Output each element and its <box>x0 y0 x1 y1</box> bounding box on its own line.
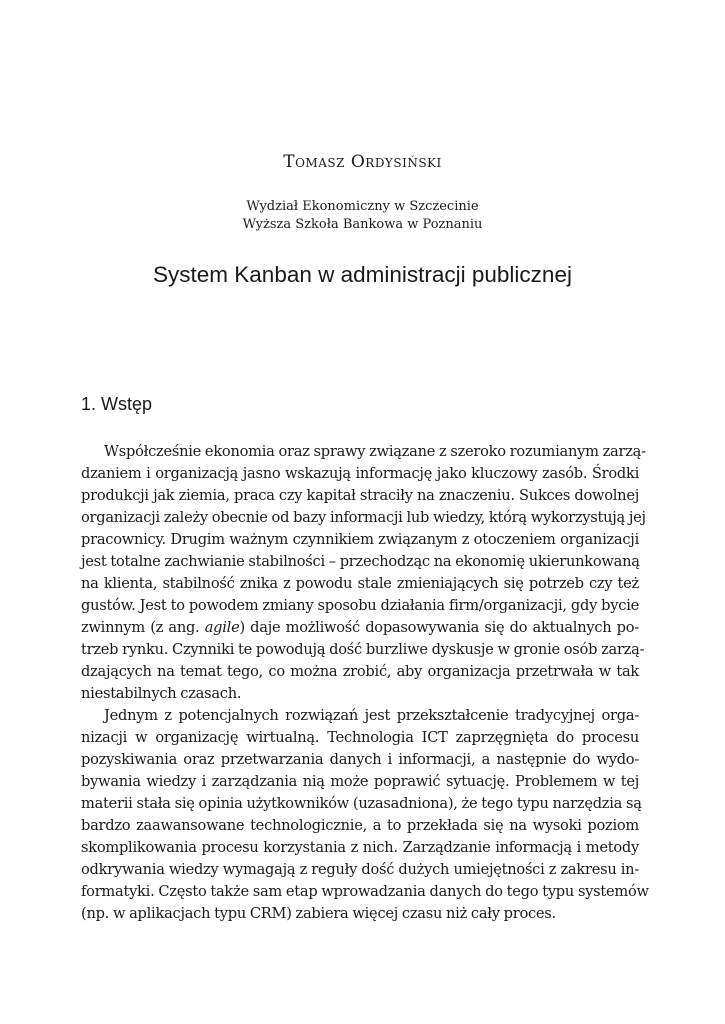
text-line: nizacji w organizację wirtualną. Technologia ICT zaprzęgnięta do procesu <box>81 729 639 746</box>
text-line: trzeb rynku. Czynniki te powodują dość burzliwe dyskusje w gronie osób zarzą- <box>81 641 645 658</box>
text-line: materii stała się opinia użytkowników (uzasadniona), że tego typu narzędzia są <box>81 795 642 812</box>
text-line: (np. w aplikacjach typu CRM) zabiera więcej czasu niż cały proces. <box>81 905 556 922</box>
text-line: odkrywania wiedzy wymagają z reguły dość dużych umiejętności z zakresu in- <box>81 861 639 878</box>
text-line <box>81 617 639 639</box>
text-line: organizacji zależy obecnie od bazy informacji lub wiedzy, którą wykorzystują jej <box>81 509 646 526</box>
text-line: skomplikowania procesu korzystania z nich. Zarządzanie informacją i metody <box>81 839 639 856</box>
section-heading: 1. Wstęp <box>81 394 153 414</box>
text-line: Współcześnie ekonomia oraz sprawy związane z szeroko rozumianym zarzą- <box>104 443 646 460</box>
text-line: pracownicy. Drugim ważnym czynnikiem związanym z otoczeniem organizacji <box>81 531 639 548</box>
text-line: jest totalne zachwianie stabilności – przechodząc na ekonomię ukierunkowaną <box>81 553 640 570</box>
text-segment: zwinnym (z ang. <box>81 619 205 636</box>
text-line: bywania wiedzy i zarządzania nią może poprawić sytuację. Problemem w tej <box>81 773 639 790</box>
text-line: niestabilnych czasach. <box>81 685 242 702</box>
text-line: Jednym z potencjalnych rozwiązań jest przekształcenie tradycyjnej orga- <box>104 707 639 724</box>
affiliation-1: Wydział Ekonomiczny w Szczecinie <box>246 199 479 214</box>
text-segment: ) daje możliwość dopasowywania się do aktualnych po- <box>239 619 639 636</box>
text-line: formatyki. Często także sam etap wprowadzania danych do tego typu systemów <box>81 883 649 900</box>
paper-title: System Kanban w administracji publicznej <box>153 262 572 287</box>
text-line: dzających na temat tego, co można zrobić, aby organizacja przetrwała w tak <box>81 663 639 680</box>
affiliation-2: Wyższa Szkoła Bankowa w Poznaniu <box>242 217 483 232</box>
text-line: na klienta, stabilność znika z powodu stale zmieniających się potrzeb czy też <box>81 575 639 592</box>
text-line: bardzo zaawansowane technologicznie, a to przekłada się na wysoki poziom <box>81 817 639 834</box>
text-line: produkcji jak ziemia, praca czy kapitał straciły na znaczeniu. Sukces dowolnej <box>81 487 639 504</box>
text-line: pozyskiwania oraz przetwarzania danych i informacji, a następnie do wydo- <box>81 751 639 768</box>
italic-term: agile <box>204 619 240 636</box>
text-line: dzaniem i organizacją jasno wskazują informację jako kluczowy zasób. Środki <box>81 465 639 482</box>
text-line: gustów. Jest to powodem zmiany sposobu działania firm/organizacji, gdy bycie <box>81 597 639 614</box>
author-name: Tomasz Ordysiński <box>283 152 442 172</box>
